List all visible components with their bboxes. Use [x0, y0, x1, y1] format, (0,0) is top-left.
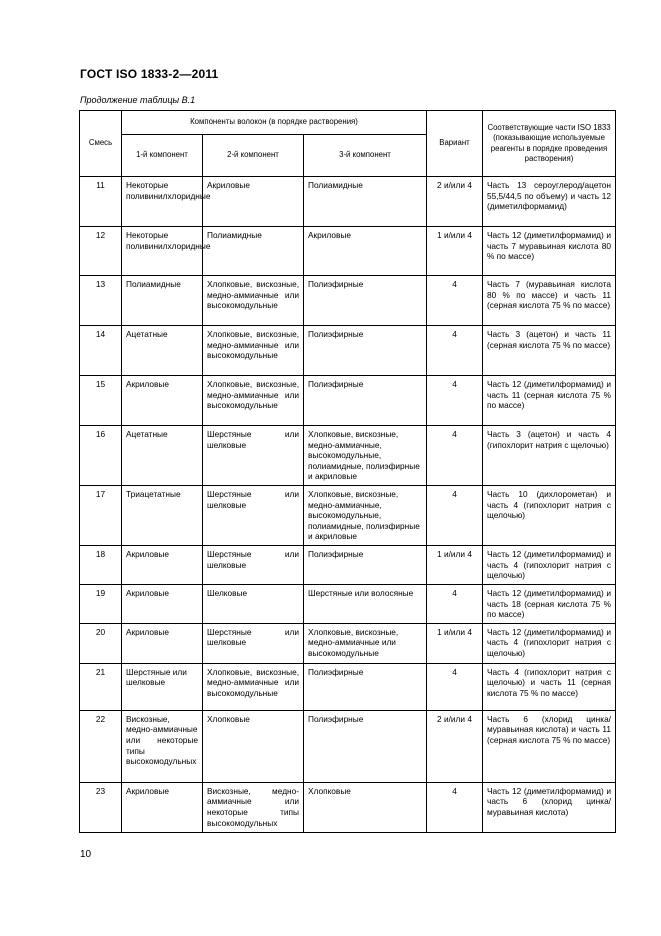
header-mix: Смесь — [80, 111, 122, 177]
iso-parts-cell: Часть 6 (хлорид цинка/муравьиная кислота) и часть 11 (серная кислота 75 % по массе) — [483, 710, 616, 782]
row-number: 13 — [80, 276, 122, 326]
component-2-cell: Хлопковые — [203, 710, 304, 782]
iso-parts-cell: Часть 12 (диметилформамид) и часть 11 (серная кислота 75 % по массе) — [483, 376, 616, 426]
row-number: 19 — [80, 585, 122, 624]
variant-cell: 4 — [427, 426, 483, 486]
table-caption: Продолжение таблицы В.1 — [80, 95, 196, 105]
header-components-group: Компоненты волокон (в порядке растворения) — [122, 111, 427, 135]
iso-parts-cell: Часть 12 (диметилформамид) и часть 4 (гипохлорит натрия с щелочью) — [483, 546, 616, 585]
component-2-cell: Хлопковые, вискозные, медно-аммиачные или высокомодульные — [203, 276, 304, 326]
component-2-cell: Хлопковые, вискозные, медно-аммиачные или высокомодульные — [203, 326, 304, 376]
row-number: 11 — [80, 177, 122, 227]
table-row — [80, 623, 616, 663]
variant-cell: 1 и/или 4 — [427, 623, 483, 663]
component-2-cell: Хлопковые, вискозные, медно-аммиачные или высокомодульные — [203, 663, 304, 710]
variant-cell: 4 — [427, 376, 483, 426]
table-row — [80, 486, 616, 546]
component-3-cell: Хлопковые, вискозные, медно-аммиачные или высокомодульные — [304, 623, 427, 663]
document-title: ГОСТ ISO 1833-2—2011 — [80, 67, 219, 81]
row-number: 18 — [80, 546, 122, 585]
component-3-cell: Хлопковые, вискозные, медно-аммиачные, высокомодульные, полиамидные, полиэфирные и акриловые — [304, 486, 427, 546]
component-1-cell: Акриловые — [122, 376, 203, 426]
component-1-cell: Вискозные, медно-аммиачные или некоторые типы высокомодульных — [122, 710, 203, 782]
row-number: 15 — [80, 376, 122, 426]
iso-parts-cell: Часть 12 (диметилформамид) и часть 6 (хлорид цинка/муравьиная кислота) — [483, 782, 616, 832]
page-number: 10 — [80, 849, 92, 860]
component-3-cell: Полиэфирные — [304, 276, 427, 326]
iso-parts-cell: Часть 3 (ацетон) и часть 4 (гипохлорит натрия с щелочью) — [483, 426, 616, 486]
component-1-cell: Некоторые поливинилхлоридные — [122, 227, 203, 276]
variant-cell: 4 — [427, 663, 483, 710]
row-number: 17 — [80, 486, 122, 546]
fiber-mixtures-table — [79, 110, 616, 833]
row-number: 14 — [80, 326, 122, 376]
component-3-cell: Полиэфирные — [304, 663, 427, 710]
component-2-cell: Акриловые — [203, 177, 304, 227]
component-2-cell: Полиамидные — [203, 227, 304, 276]
component-2-cell: Хлопковые, вискозные, медно-аммиачные или высокомодульные — [203, 376, 304, 426]
component-3-cell: Хлопковые, вискозные, медно-аммиачные, высокомодульные, полиамидные, полиэфирные и акриловые — [304, 426, 427, 486]
header-component-2: 2-й компонент — [203, 135, 304, 177]
table-row — [80, 426, 616, 486]
row-number: 16 — [80, 426, 122, 486]
component-3-cell: Полиамидные — [304, 177, 427, 227]
table-row — [80, 782, 616, 832]
component-2-cell: Шерстяные или шелковые — [203, 426, 304, 486]
table-row — [80, 326, 616, 376]
row-number: 12 — [80, 227, 122, 276]
component-3-cell: Хлопковые — [304, 782, 427, 832]
table-row — [80, 276, 616, 326]
component-2-cell: Шерстяные или шелковые — [203, 623, 304, 663]
row-number: 22 — [80, 710, 122, 782]
row-number: 23 — [80, 782, 122, 832]
variant-cell: 1 и/или 4 — [427, 227, 483, 276]
table-row — [80, 227, 616, 276]
component-3-cell: Полиэфирные — [304, 710, 427, 782]
header-component-1: 1-й компонент — [122, 135, 203, 177]
component-1-cell: Ацетатные — [122, 326, 203, 376]
iso-parts-cell: Часть 12 (диметилформамид) и часть 18 (серная кислота 75 % по массе) — [483, 585, 616, 624]
component-3-cell: Полиэфирные — [304, 546, 427, 585]
component-1-cell: Акриловые — [122, 585, 203, 624]
component-1-cell: Акриловые — [122, 623, 203, 663]
component-3-cell: Акриловые — [304, 227, 427, 276]
row-number: 20 — [80, 623, 122, 663]
table-row — [80, 177, 616, 227]
variant-cell: 1 и/или 4 — [427, 546, 483, 585]
header-variant: Вариант — [427, 111, 483, 177]
table-row — [80, 585, 616, 624]
iso-parts-cell: Часть 12 (диметилформамид) и часть 4 (гипохлорит натрия с щелочью) — [483, 623, 616, 663]
component-3-cell: Шерстяные или волосяные — [304, 585, 427, 624]
component-2-cell: Вискозные, медно-аммиачные или некоторые типы высокомодульных — [203, 782, 304, 832]
component-1-cell: Шерстяные или шелковые — [122, 663, 203, 710]
variant-cell: 4 — [427, 276, 483, 326]
variant-cell: 4 — [427, 486, 483, 546]
variant-cell: 2 и/или 4 — [427, 710, 483, 782]
header-iso-parts: Соответствующие части ISO 1833 (показывающие используемые реагенты в порядке проведения растворения) — [483, 111, 616, 177]
table-row — [80, 546, 616, 585]
variant-cell: 4 — [427, 782, 483, 832]
component-2-cell: Шерстяные или шелковые — [203, 486, 304, 546]
component-1-cell: Акриловые — [122, 782, 203, 832]
variant-cell: 2 и/или 4 — [427, 177, 483, 227]
component-1-cell: Триацетатные — [122, 486, 203, 546]
table-row — [80, 376, 616, 426]
table-row — [80, 710, 616, 782]
iso-parts-cell: Часть 13 сероуглерод/ацетон 55,5/44,5 по объему) и часть 12 (диметилформамид) — [483, 177, 616, 227]
iso-parts-cell: Часть 7 (муравьиная кислота 80 % по массе) и часть 11 (серная кислота 75 % по массе) — [483, 276, 616, 326]
iso-parts-cell: Часть 3 (ацетон) и часть 11 (серная кислота 75 % по массе) — [483, 326, 616, 376]
component-1-cell: Акриловые — [122, 546, 203, 585]
iso-parts-cell: Часть 4 (гипохлорит натрия с щелочью) и часть 11 (серная кислота 75 % по массе) — [483, 663, 616, 710]
component-3-cell: Полиэфирные — [304, 326, 427, 376]
iso-parts-cell: Часть 12 (диметилформамид) и часть 7 муравьиная кислота 80 % по массе) — [483, 227, 616, 276]
component-3-cell: Полиэфирные — [304, 376, 427, 426]
table-row — [80, 663, 616, 710]
component-1-cell: Полиамидные — [122, 276, 203, 326]
component-2-cell: Шелковые — [203, 585, 304, 624]
component-2-cell: Шерстяные или шелковые — [203, 546, 304, 585]
row-number: 21 — [80, 663, 122, 710]
variant-cell: 4 — [427, 326, 483, 376]
iso-parts-cell: Часть 10 (дихлорометан) и часть 4 (гипохлорит натрия с щелочью) — [483, 486, 616, 546]
variant-cell: 4 — [427, 585, 483, 624]
component-1-cell: Некоторые поливинилхлоридные — [122, 177, 203, 227]
header-component-3: 3-й компонент — [304, 135, 427, 177]
component-1-cell: Ацетатные — [122, 426, 203, 486]
